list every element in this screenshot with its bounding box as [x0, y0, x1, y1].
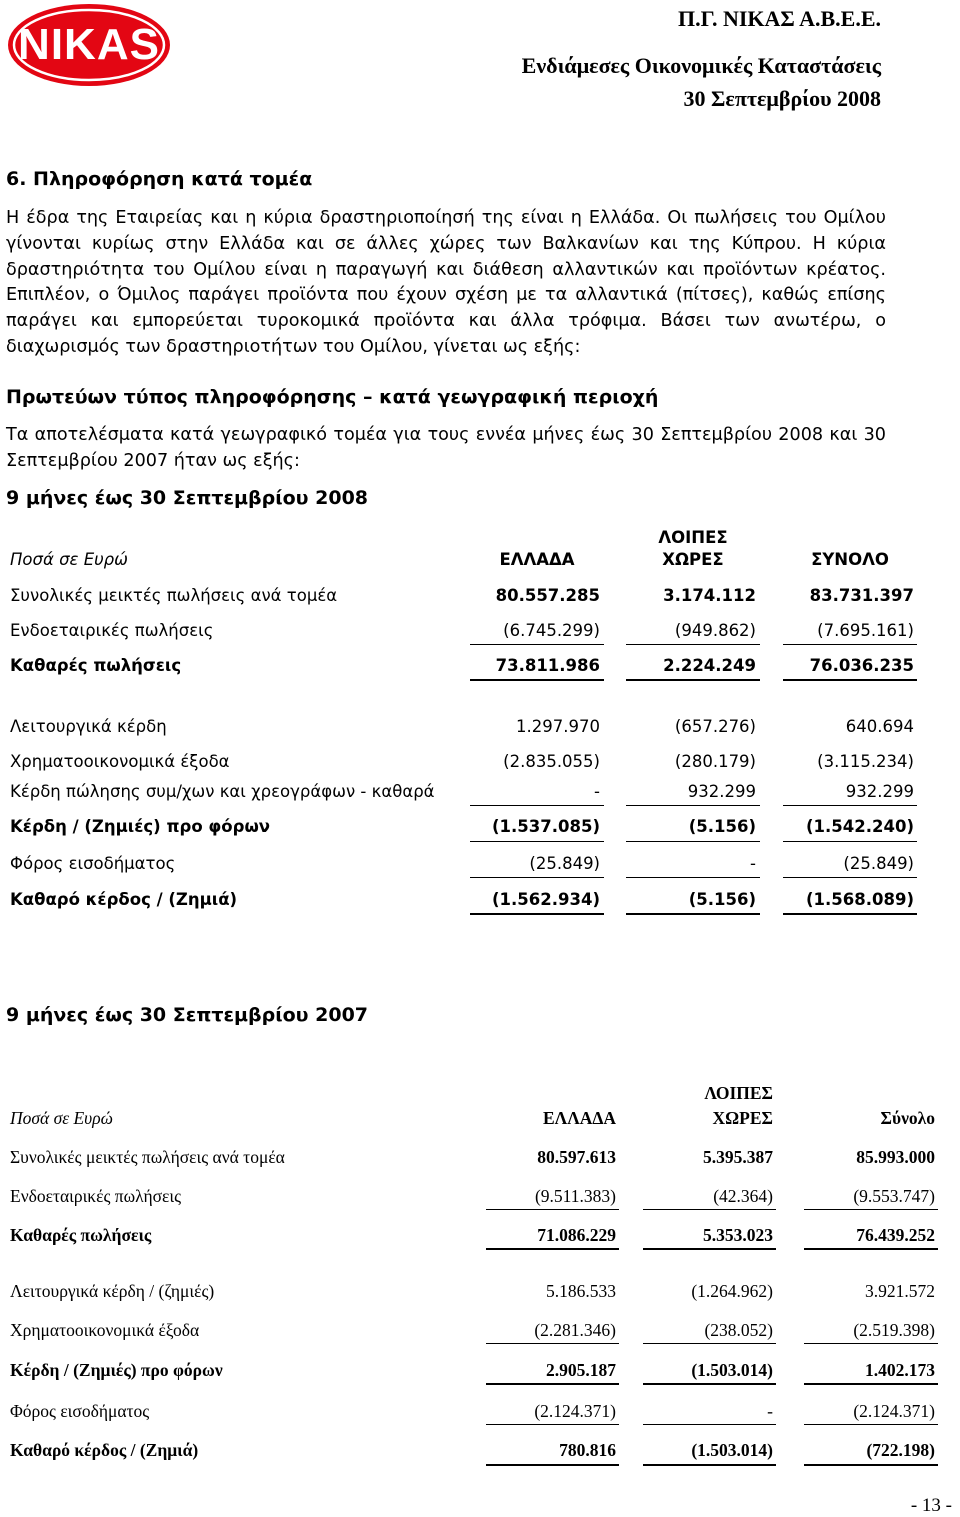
- col-header-other-line1: ΛΟΙΠΕΣ: [658, 528, 728, 547]
- row-label: Ενδοεταιρικές πωλήσεις: [10, 621, 214, 640]
- row-label: Κέρδη / (Ζημιές) προ φόρων: [10, 817, 271, 836]
- value-greece: 780.816: [559, 1440, 616, 1460]
- subtotal-rule: [804, 1424, 938, 1425]
- currency-label: Ποσά σε Ευρώ: [10, 550, 128, 569]
- value-total: 85.993.000: [856, 1147, 935, 1167]
- value-total: (3.115.234): [817, 752, 914, 771]
- subtotal-rule: [804, 1343, 938, 1344]
- subtotal-rule: [643, 1209, 776, 1210]
- value-greece: (25.849): [529, 854, 600, 873]
- col-header-total: ΣΥΝΟΛΟ: [811, 550, 889, 569]
- value-total: 76.439.252: [856, 1225, 935, 1245]
- value-other: 2.224.249: [663, 656, 756, 675]
- value-total: (1.542.240): [806, 817, 914, 836]
- value-other: (5.156): [688, 890, 756, 909]
- total-rule: [804, 1248, 938, 1250]
- row-label: Καθαρές πωλήσεις: [10, 656, 182, 675]
- value-greece: 2.905.187: [546, 1360, 616, 1380]
- value-greece: (6.745.299): [503, 621, 600, 640]
- value-greece: (2.281.346): [534, 1320, 616, 1340]
- value-greece: 80.557.285: [495, 586, 600, 605]
- value-greece: (9.511.383): [534, 1186, 616, 1206]
- company-name: Π.Γ. ΝΙΚΑΣ Α.Β.Ε.Ε.: [678, 6, 881, 31]
- value-other: (1.503.014): [691, 1360, 773, 1380]
- value-other: (949.862): [674, 621, 756, 640]
- col-header-other-line2: ΧΩΡΕΣ: [712, 1108, 773, 1128]
- value-greece: (1.537.085): [492, 817, 600, 836]
- value-greece: 1.297.970: [516, 717, 600, 736]
- value-other: (657.276): [674, 717, 756, 736]
- value-other: 5.395.387: [703, 1147, 773, 1167]
- period-2008-title: 9 μήνες έως 30 Σεπτεμβρίου 2008: [6, 487, 369, 509]
- value-greece: (2.835.055): [503, 752, 600, 771]
- value-greece: (2.124.371): [534, 1401, 616, 1421]
- value-greece: 71.086.229: [537, 1225, 616, 1245]
- value-total: (7.695.161): [817, 621, 914, 640]
- total-rule: [486, 1464, 619, 1466]
- col-header-other-line2: ΧΩΡΕΣ: [662, 550, 724, 569]
- value-total: (25.849): [843, 854, 914, 873]
- value-other: 3.174.112: [663, 586, 756, 605]
- value-greece: (1.562.934): [492, 890, 600, 909]
- row-label: Λειτουργικά κέρδη: [10, 717, 167, 736]
- value-total: 1.402.173: [865, 1360, 935, 1380]
- value-other: (238.052): [704, 1320, 773, 1340]
- total-rule: [643, 1383, 776, 1385]
- report-title: Ενδιάμεσες Οικονομικές Καταστάσεις: [521, 53, 881, 78]
- value-greece: 73.811.986: [495, 656, 600, 675]
- row-label: Συνολικές μεικτές πωλήσεις ανά τομέα: [10, 586, 338, 605]
- row-label: Φόρος εισοδήματος: [10, 854, 176, 873]
- section-title: 6. Πληροφόρηση κατά τομέα: [6, 168, 313, 190]
- total-rule: [804, 1464, 938, 1466]
- value-total: 76.036.235: [809, 656, 914, 675]
- row-label: Καθαρό κέρδος / (Ζημιά): [10, 890, 238, 909]
- currency-label: Ποσά σε Ευρώ: [10, 1108, 113, 1128]
- subsection-title: Πρωτεύων τύπος πληροφόρησης – κατά γεωγραφική περιοχή: [6, 386, 659, 408]
- value-total: (2.519.398): [853, 1320, 935, 1340]
- col-header-total: Σύνολο: [880, 1108, 935, 1128]
- row-label: Χρηματοοικονομικά έξοδα: [10, 1320, 200, 1340]
- value-total: (722.198): [866, 1440, 935, 1460]
- value-total: (1.568.089): [806, 890, 914, 909]
- total-rule: [643, 1248, 776, 1250]
- value-other: (5.156): [688, 817, 756, 836]
- row-label: Καθαρό κέρδος / (Ζημιά): [10, 1440, 199, 1460]
- total-rule: [643, 1464, 776, 1466]
- row-label: Ενδοεταιρικές πωλήσεις: [10, 1186, 182, 1206]
- value-total: 3.921.572: [865, 1281, 935, 1301]
- row-label: Κέρδη / (Ζημιές) προ φόρων: [10, 1360, 223, 1380]
- total-rule: [486, 1248, 619, 1250]
- value-total: 83.731.397: [809, 586, 914, 605]
- row-label: Καθαρές πωλήσεις: [10, 1225, 152, 1245]
- total-rule: [486, 1383, 619, 1385]
- results-paragraph: Τα αποτελέσματα κατά γεωγραφικό τομέα για τους εννέα μήνες έως 30 Σεπτεμβρίου 2008 και 30 Σεπτεμβρίου 2007 ήταν ως εξής:: [6, 425, 886, 471]
- subtotal-rule: [643, 1343, 776, 1344]
- value-other: 932.299: [687, 782, 756, 801]
- subtotal-rule: [486, 1209, 619, 1210]
- row-label: Φόρος εισοδήματος: [10, 1401, 150, 1421]
- row-label: Συνολικές μεικτές πωλήσεις ανά τομέα: [10, 1147, 285, 1167]
- value-total: 640.694: [845, 717, 914, 736]
- col-header-greece: ΕΛΛΑΔΑ: [542, 1108, 616, 1128]
- intro-paragraph: Η έδρα της Εταιρείας και η κύρια δραστηριοποίησή της είναι η Ελλάδα. Οι πωλήσεις του Ομίλου γίνονται κυρίως στην Ελλάδα και σε άλλες χώρες των Βαλκανίων και της Κύπρου. Η κύρια δραστηριότητα του Ομίλου είναι η παραγωγή και διάθεση αλλαντικών και προϊόντων κρέατος. Επιπλέον, ο Όμιλος παράγει προϊόντα που έχουν σχέση με τα αλλαντικά (πίτσες), καθώς επίσης παράγει και εμπορεύεται τυροκομικά προϊόντα και άλλα τρόφιμα. Βάσει των ανωτέρω, ο διαχωρισμός των δραστηριοτήτων του Ομίλου, γίνεται ως εξής:: [6, 208, 886, 357]
- subtotal-rule: [804, 1209, 938, 1210]
- value-total: (2.124.371): [853, 1401, 935, 1421]
- value-other: -: [767, 1401, 773, 1421]
- value-other: (1.503.014): [691, 1440, 773, 1460]
- total-rule: [804, 1383, 938, 1385]
- row-label: Χρηματοοικονομικά έξοδα: [10, 752, 230, 771]
- report-date: 30 Σεπτεμβρίου 2008: [683, 86, 881, 111]
- row-label: Λειτουργικά κέρδη / (ζημιές): [10, 1281, 215, 1301]
- col-header-greece: ΕΛΛΑΔΑ: [499, 550, 575, 569]
- value-other: (42.364): [713, 1186, 773, 1206]
- period-2007-title: 9 μήνες έως 30 Σεπτεμβρίου 2007: [6, 1004, 369, 1026]
- svg-text:NIKAS: NIKAS: [18, 20, 160, 69]
- value-greece: -: [594, 782, 600, 801]
- value-greece: 5.186.533: [546, 1281, 616, 1301]
- row-label: Κέρδη πώλησης συμ/χων και χρεογράφων - καθαρά: [10, 782, 435, 801]
- value-other: -: [750, 854, 756, 873]
- subtotal-rule: [643, 1424, 776, 1425]
- value-greece: 80.597.613: [537, 1147, 616, 1167]
- col-header-other-line1: ΛΟΙΠΕΣ: [704, 1083, 773, 1103]
- subtotal-rule: [486, 1343, 619, 1344]
- value-other: 5.353.023: [703, 1225, 773, 1245]
- page-number: - 13 -: [910, 1495, 952, 1516]
- value-other: (1.264.962): [691, 1281, 773, 1301]
- value-total: (9.553.747): [853, 1186, 935, 1206]
- value-other: (280.179): [674, 752, 756, 771]
- value-total: 932.299: [845, 782, 914, 801]
- subtotal-rule: [486, 1424, 619, 1425]
